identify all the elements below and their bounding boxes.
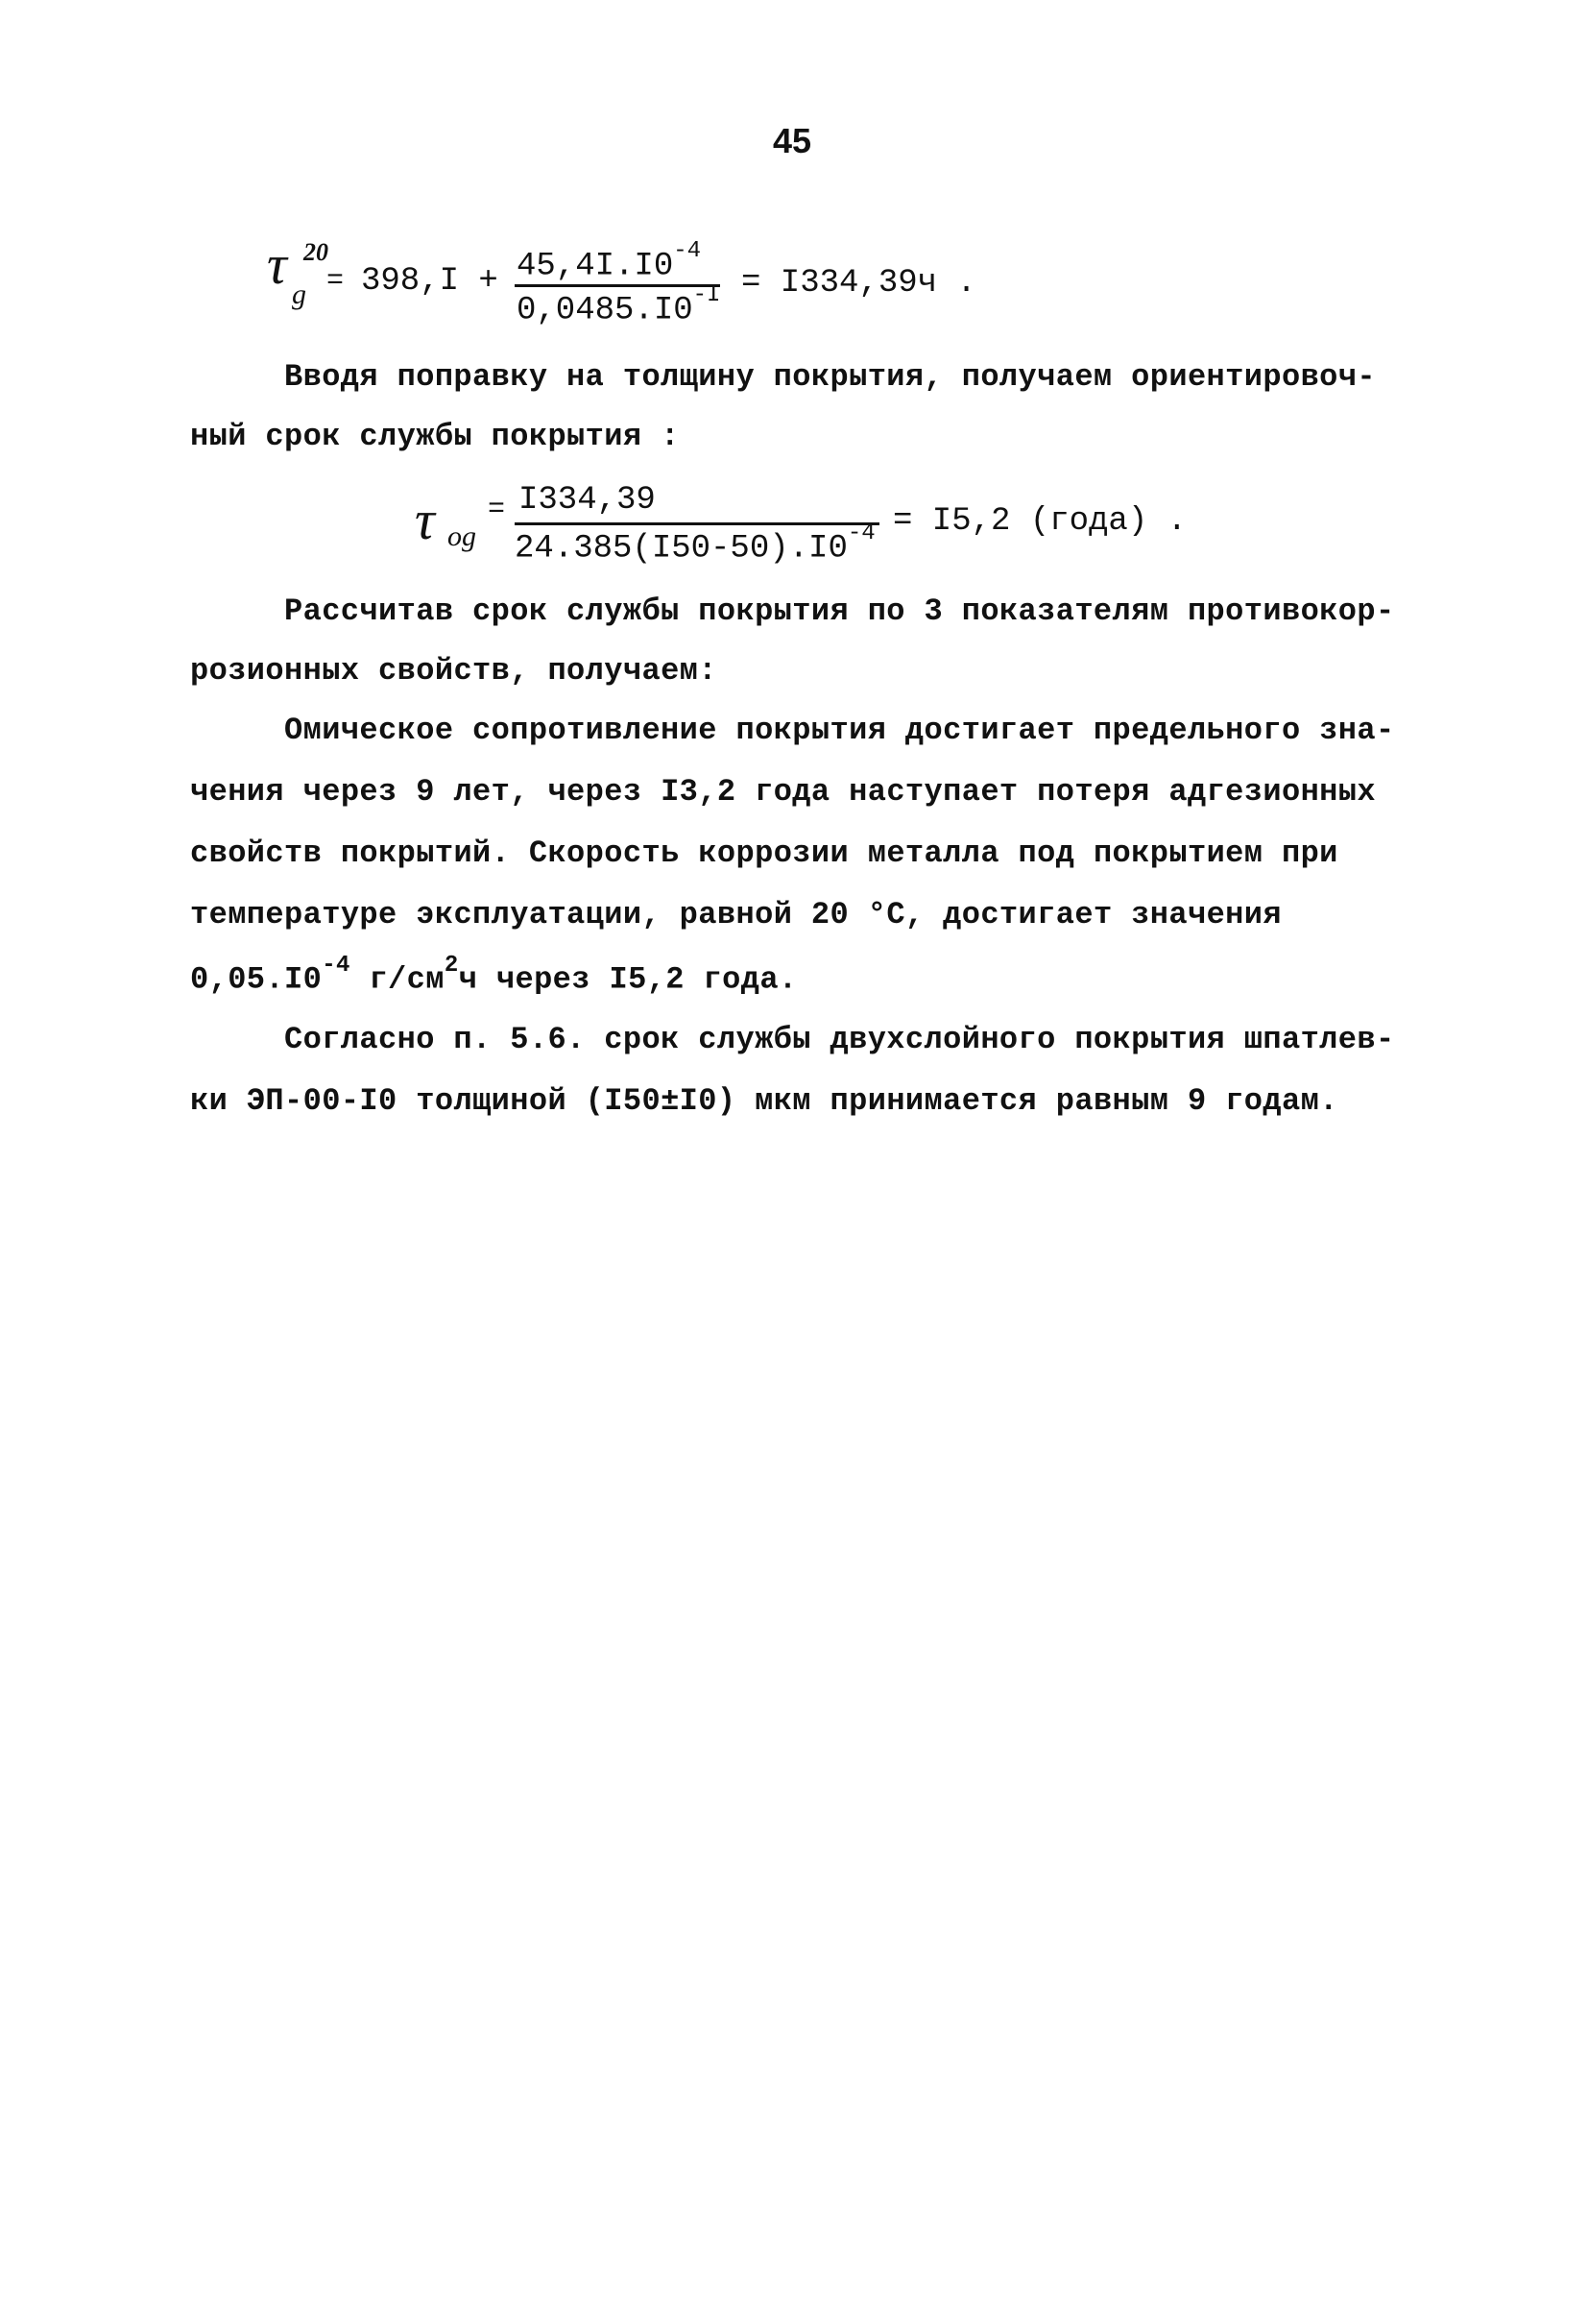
paragraph-correction-line-2: ный срок службы покрытия : [190, 419, 680, 454]
formula1-term: 398,I + [361, 263, 498, 300]
corrosion-rate-unit: г/см [349, 961, 445, 998]
formula2-result: = I5,2 (года) . [893, 503, 1188, 540]
formula2-tau-symbol: τ [415, 489, 435, 551]
paragraph-calculation-line-2: розионных свойств, получаем: [190, 653, 717, 689]
formula1-equals: = [326, 265, 345, 298]
corrosion-rate-exponent: -4 [322, 953, 350, 979]
formula2-denominator-exponent: -4 [847, 520, 876, 546]
page-number: 45 [773, 121, 812, 160]
paragraph-conclusion-line-1: Согласно п. 5.6. срок службы двухслойного покрытия шпатлев- [284, 1022, 1395, 1057]
paragraph-results-line-3: свойств покрытий. Скорость коррозии металла под покрытием при [190, 835, 1338, 871]
formula2-denominator [515, 520, 876, 568]
formula2-equals: = [488, 494, 506, 526]
formula2-fraction-line [515, 522, 879, 525]
paragraph-correction-line-1: Вводя поправку на толщину покрытия, получаем ориентировоч- [284, 359, 1376, 395]
formula1-denominator-value: 0,0485.I0 [517, 292, 693, 329]
paragraph-results-line-5 [190, 953, 798, 998]
formula1-subscript: g [292, 278, 306, 310]
formula1-denominator [517, 282, 721, 329]
formula2-subscript: og [447, 520, 476, 552]
formula1-denominator-exponent: -I [692, 282, 721, 308]
formula1-superscript: 20 [303, 238, 328, 266]
formula1-numerator [517, 238, 702, 285]
paragraph-results-line-1: Омическое сопротивление покрытия достигает предельного зна- [284, 713, 1395, 748]
corrosion-rate-tail: ч через I5,2 года. [458, 961, 798, 998]
corrosion-rate-unit-exponent: 2 [444, 953, 459, 979]
formula1-tau-symbol: τ [267, 233, 287, 296]
formula1-fraction-line [515, 284, 720, 287]
paragraph-results-line-4: температуре эксплуатации, равной 20 °С, достигает значения [190, 897, 1282, 932]
formula1-numerator-exponent: -4 [673, 238, 702, 264]
formula1-numerator-value: 45,4I.I0 [517, 248, 674, 285]
paragraph-calculation-line-1: Рассчитав срок службы покрытия по 3 показателям противокор- [284, 593, 1395, 629]
formula1-result: = I334,39ч . [741, 265, 976, 302]
formula2-denominator-value: 24.385(I50-50).I0 [515, 530, 848, 568]
paragraph-conclusion-line-2: ки ЭП-00-I0 толщиной (I50±I0) мкм принимается равным 9 годам. [190, 1083, 1338, 1119]
corrosion-rate-value: 0,05.I0 [190, 961, 323, 998]
formula2-numerator: I334,39 [518, 482, 656, 519]
paragraph-results-line-2: чения через 9 лет, через I3,2 года наступает потеря адгезионных [190, 774, 1376, 810]
